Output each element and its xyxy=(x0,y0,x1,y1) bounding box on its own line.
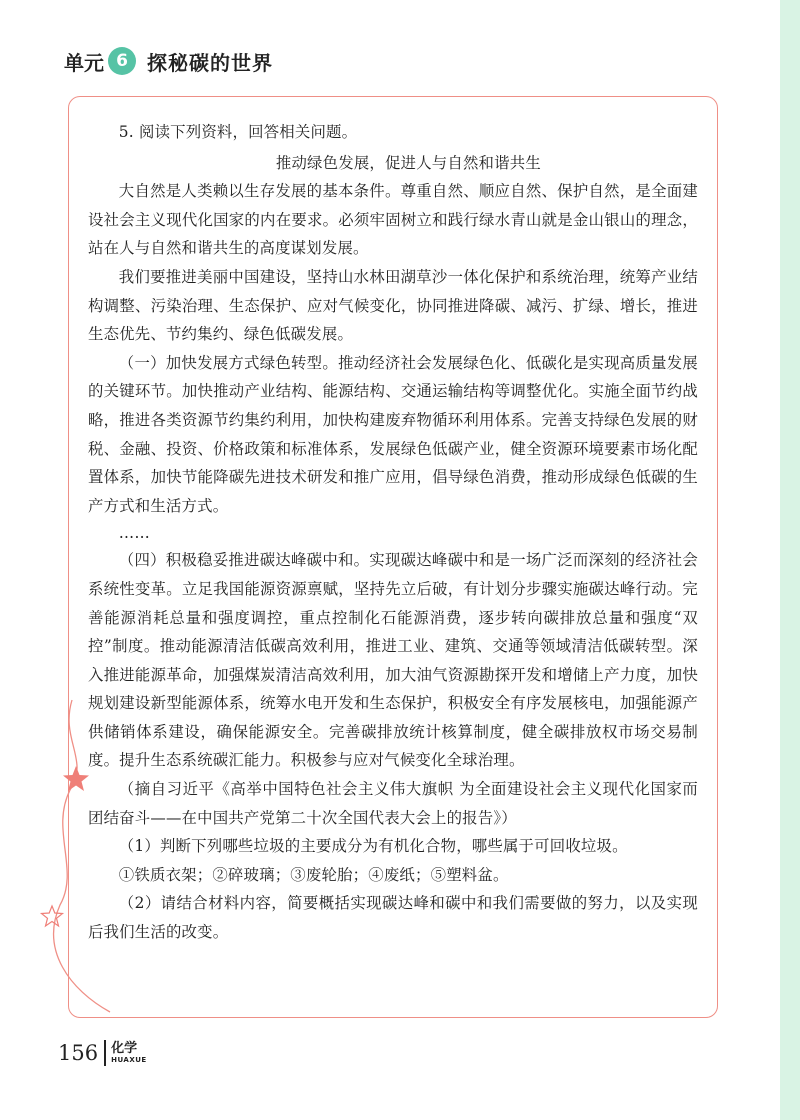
footer-subject: 化学 xyxy=(111,1041,138,1056)
question-1-options: ①铁质衣架；②碎玻璃；③废轮胎；④废纸；⑤塑料盆。 xyxy=(118,865,509,884)
unit-number-badge: 6 xyxy=(108,47,136,75)
page-number: 156 xyxy=(58,1041,99,1065)
unit-title: 探秘碳的世界 xyxy=(147,50,273,75)
footer-divider xyxy=(104,1040,106,1066)
article-paragraph-2: 我们要推进美丽中国建设，坚持山水林田湖草沙一体化保护和系统治理，统筹产业结构调整、污染治理、生态保护、应对气候变化，协同推进降碳、减污、扩绿、增长，推进生态优先、节约集约、绿色低碳发展。 xyxy=(88,267,698,344)
unit-label: 单元 xyxy=(64,50,104,75)
article-paragraph-1: 大自然是人类赖以生存发展的基本条件。尊重自然、顺应自然、保护自然，是全面建设社会主义现代化国家的内在要求。必须牢固树立和践行绿水青山就是金山银山的理念，站在人与自然和谐共生的高度谋划发展。 xyxy=(88,182,698,258)
question-2: （2）请结合材料内容，简要概括实现碳达峰和碳中和我们需要做的努力，以及实现后我们生活的改变。 xyxy=(88,894,698,942)
article-paragraph-4: （四）积极稳妥推进碳达峰碳中和。实现碳达峰碳中和是一场广泛而深刻的经济社会系统性变革。立足我国能源资源禀赋，坚持先立后破，有计划分步骤实施碳达峰行动。完善能源消耗总量和强度调控，重点控制化石能源消费，逐步转向碳排放总量和强度“双控”制度。推动能源清洁低碳高效利用，推进工业、建筑、交通等领域清洁低碳转型。深入推进能源革命，加强煤炭清洁高效利用，加大油气资源勘探开发和增储上产力度，加快规划建设新型能源体系，统筹水电开发和生态保护，积极安全有序发展核电，加强能源产供储销体系建设，确保能源安全。完善碳排放统计核算制度，健全碳排放权市场交易制度。提升生态系统碳汇能力。积极参与应对气候变化全球治理。 xyxy=(88,551,698,770)
question-intro: 5. 阅读下列资料，回答相关问题。 xyxy=(118,123,358,141)
outline-star-icon xyxy=(42,906,63,926)
question-content xyxy=(88,118,698,947)
footer-subject-pinyin: HUAXUE xyxy=(111,1056,147,1064)
article-title: 推动绿色发展，促进人与自然和谐共生 xyxy=(275,153,541,172)
article-ellipsis: …… xyxy=(118,524,150,543)
article-paragraph-3: （一）加快发展方式绿色转型。推动经济社会发展绿色化、低碳化是实现高质量发展的关键环节。加快推动产业结构、能源结构、交通运输结构等调整优化。实施全面节约战略，推进各类资源节约集约利用，加快构建废弃物循环利用体系。完善支持绿色发展的财税、金融、投资、价格政策和标准体系，发展绿色低碳产业，健全资源环境要素市场化配置体系，加快节能降碳先进技术研发和推广应用，倡导绿色消费，推动形成绿色低碳的生产方式和生活方式。 xyxy=(88,353,698,515)
page-footer xyxy=(58,1040,147,1066)
question-1: （1）判断下列哪些垃圾的主要成分为有机化合物，哪些属于可回收垃圾。 xyxy=(118,837,628,856)
article-source: （摘自习近平《高举中国特色社会主义伟大旗帜 为全面建设社会主义现代化国家而团结奋斗——在中国共产党第二十次全国代表大会上的报告》） xyxy=(88,780,698,827)
filled-star-icon xyxy=(63,766,89,791)
footer-subject-block xyxy=(111,1042,147,1064)
